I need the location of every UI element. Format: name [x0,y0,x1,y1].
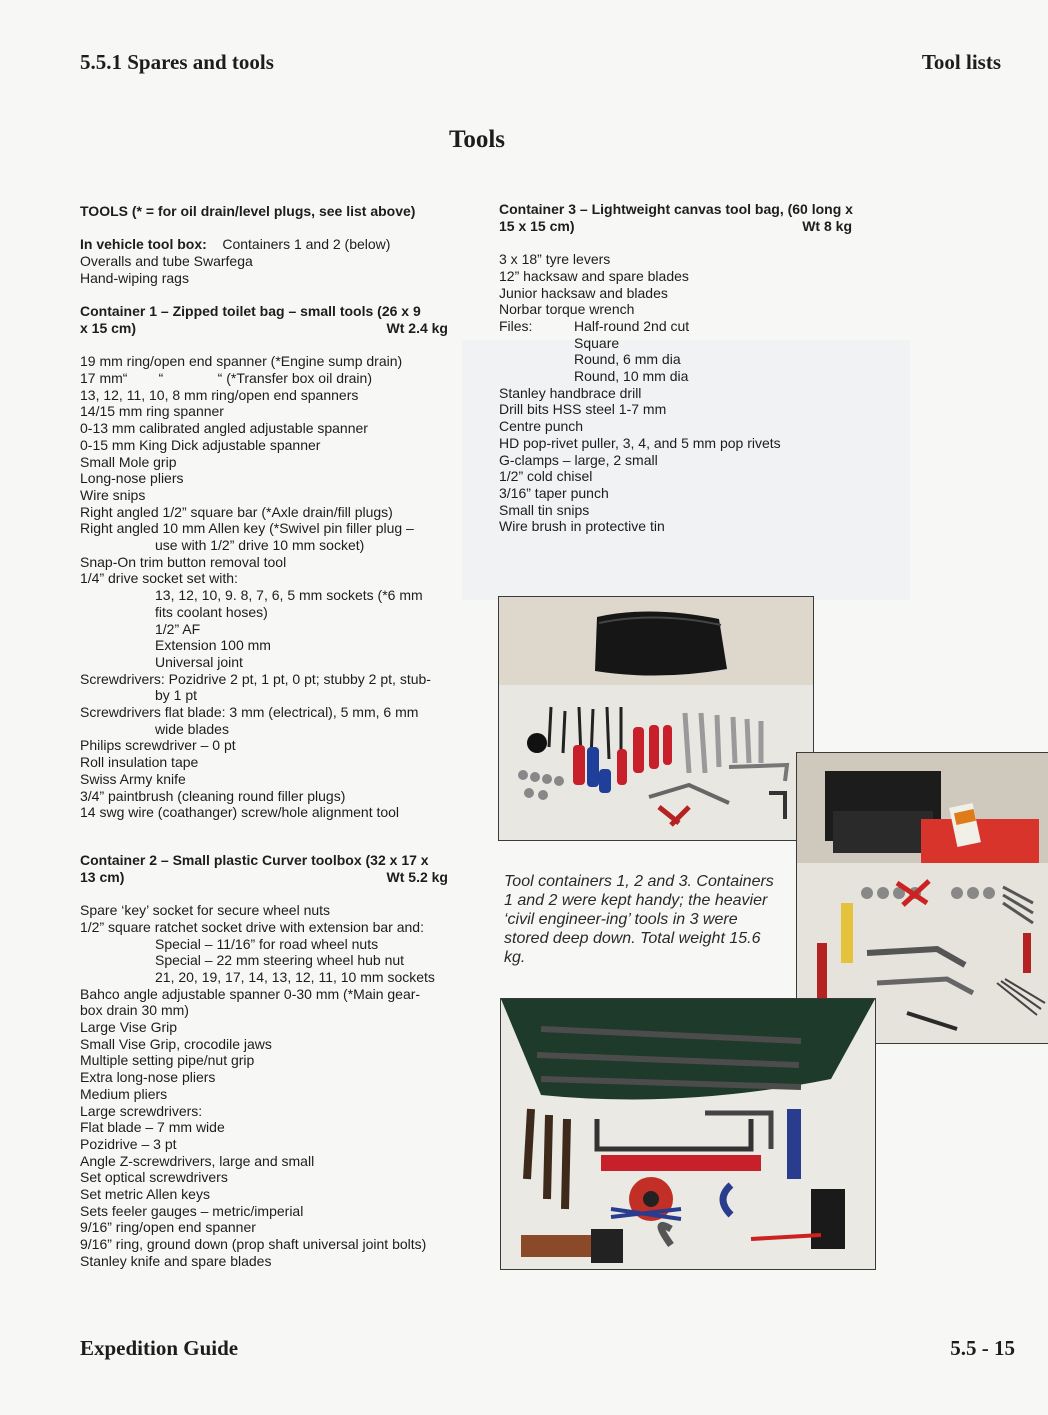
header-right: Tool lists [921,50,1001,74]
list-item: Medium pliers [80,1085,168,1102]
list-item: wide blades [155,720,229,737]
list-item: box drain 30 mm) [80,1002,189,1019]
list-item: Junior hacksaw and blades [499,284,668,301]
container-3-title-line2: 15 x 15 cm) Wt 8 kg [499,217,852,234]
list-item: 1/4” drive socket set with: [80,570,238,587]
container-2-weight: Wt 5.2 kg [386,868,448,885]
list-item: Roll insulation tape [80,754,199,771]
list-item: Large Vise Grip [80,1019,178,1036]
list-item: Wire snips [80,486,146,503]
list-item: Right angled 10 mm Allen key (*Swivel pin filler plug – [80,520,414,537]
list-item: Set optical screwdrivers [80,1169,228,1186]
list-item: 17 mm“ “ “ (*Transfer box oil drain) [80,369,372,386]
list-item: Drill bits HSS steel 1-7 mm [499,401,667,418]
list-item: Small Mole grip [80,453,177,470]
list-item: 3/4” paintbrush (cleaning round filler plugs) [80,787,346,804]
list-item: Spare ‘key’ socket for secure wheel nuts [80,902,331,919]
list-item: 13, 12, 11, 10, 8 mm ring/open end spanners [80,386,359,403]
list-item: Centre punch [499,418,584,435]
container-1-title-line2: x 15 cm) Wt 2.4 kg [80,319,448,336]
list-item: Set metric Allen keys [80,1186,210,1203]
list-item: Angle Z-screwdrivers, large and small [80,1152,315,1169]
page-number: 5.5 - 15 [950,1336,1015,1360]
list-item: 1/2” cold chisel [499,468,593,485]
list-item: 3 x 18” tyre levers [499,251,611,268]
container-1-tools-illustration [499,597,813,840]
list-item: 12” hacksaw and spare blades [499,267,689,284]
list-item: Philips screwdriver – 0 pt [80,737,236,754]
page-title: Tools [448,126,506,153]
container-3-title: Container 3 – Lightweight canvas tool bag, (60 long x [499,201,853,217]
list-item: Pozidrive – 3 pt [80,1135,177,1152]
list-item: Snap-On trim button removal tool [80,553,287,570]
list-item: 3/16” taper punch [499,484,609,501]
list-item: 0-13 mm calibrated angled adjustable spanner [80,420,368,437]
list-item: Round, 6 mm dia [574,351,681,368]
list-item: Small tin snips [499,501,590,518]
right-column [499,201,871,535]
photo-container-3 [500,998,876,1270]
list-item: 14/15 mm ring spanner [80,403,224,420]
list-item: Round, 10 mm dia [574,368,689,385]
list-item: 13, 12, 10, 9. 8, 7, 6, 5 mm sockets (*6 mm [155,587,423,604]
list-item: 1/2” AF [155,620,201,637]
container-2-title-line2: 13 cm) Wt 5.2 kg [80,868,448,885]
container-3-tools-illustration [501,999,875,1269]
list-item: Screwdrivers: Pozidrive 2 pt, 1 pt, 0 pt; stubby 2 pt, stub- [80,670,431,687]
files-label: Files: [499,317,533,334]
list-item: Swiss Army knife [80,770,186,787]
files-row: Files: Half-round 2nd cut [499,317,690,334]
section-header: 5.5.1 Spares and tools [80,50,274,74]
list-item: Right angled 1/2” square bar (*Axle drain/fill plugs) [80,503,393,520]
list-item: Bahco angle adjustable spanner 0-30 mm (*Main gear- [80,985,421,1002]
list-item: Stanley knife and spare blades [80,1252,272,1269]
list-item: Large screwdrivers: [80,1102,203,1119]
list-item: 19 mm ring/open end spanner (*Engine sump drain) [80,353,403,370]
list-item: use with 1/2” drive 10 mm socket) [155,537,365,554]
container-1-title: Container 1 – Zipped toilet bag – small tools (26 x 9 [80,303,421,320]
list-item: Screwdrivers flat blade: 3 mm (electrical), 5 mm, 6 mm [80,704,419,721]
list-item: 0-15 mm King Dick adjustable spanner [80,436,321,453]
list-item: Extension 100 mm [155,637,271,654]
list-item: Overalls and tube Swarfega [80,253,253,270]
photo-container-1 [498,596,814,841]
list-item: Multiple setting pipe/nut grip [80,1052,255,1069]
tools-heading: TOOLS (* = for oil drain/level plugs, see list above) [80,203,416,219]
list-item: 21, 20, 19, 17, 14, 13, 12, 11, 10 mm sockets [155,968,435,985]
photo-caption: Tool containers 1, 2 and 3. Containers 1 and 2 were kept handy; the heavier ‘civil engineer-ing’ tools in 3 were stored deep down. Total weight 15.6 kg. [504,873,774,966]
container-2-title: Container 2 – Small plastic Curver toolbox (32 x 17 x [80,852,429,868]
list-item: Long-nose pliers [80,470,184,487]
list-item: Extra long-nose pliers [80,1069,216,1086]
list-item: Special – 22 mm steering wheel hub nut [155,952,405,969]
list-item: Universal joint [155,653,243,670]
list-item: by 1 pt [155,687,198,704]
list-item: Hand-wiping rags [80,269,189,286]
list-item: Sets feeler gauges – metric/imperial [80,1202,304,1219]
list-item: 9/16” ring/open end spanner [80,1219,256,1236]
left-column [80,203,448,821]
list-item: Square [574,334,620,351]
list-item: 9/16” ring, ground down (prop shaft universal joint bolts) [80,1236,427,1253]
list-item: Special – 11/16” for road wheel nuts [155,935,379,952]
list-item: Norbar torque wrench [499,301,635,318]
container-3-weight: Wt 8 kg [802,217,852,234]
left-column-container-2 [80,852,448,1270]
list-item: Stanley handbrace drill [499,384,642,401]
list-item: HD pop-rivet puller, 3, 4, and 5 mm pop rivets [499,434,781,451]
list-item: G-clamps – large, 2 small [499,451,658,468]
vehicle-tool-box: In vehicle tool box: Containers 1 and 2 (below) [80,236,391,253]
list-item: fits coolant hoses) [155,603,268,620]
list-item: Wire brush in protective tin [499,518,665,535]
container-1-weight: Wt 2.4 kg [386,319,448,336]
footer-title: Expedition Guide [80,1336,239,1360]
list-item: 1/2” square ratchet socket drive with extension bar and: [80,918,424,935]
list-item: Flat blade – 7 mm wide [80,1119,225,1136]
list-item: 14 swg wire (coathanger) screw/hole alignment tool [80,804,400,821]
list-item: Small Vise Grip, crocodile jaws [80,1035,272,1052]
